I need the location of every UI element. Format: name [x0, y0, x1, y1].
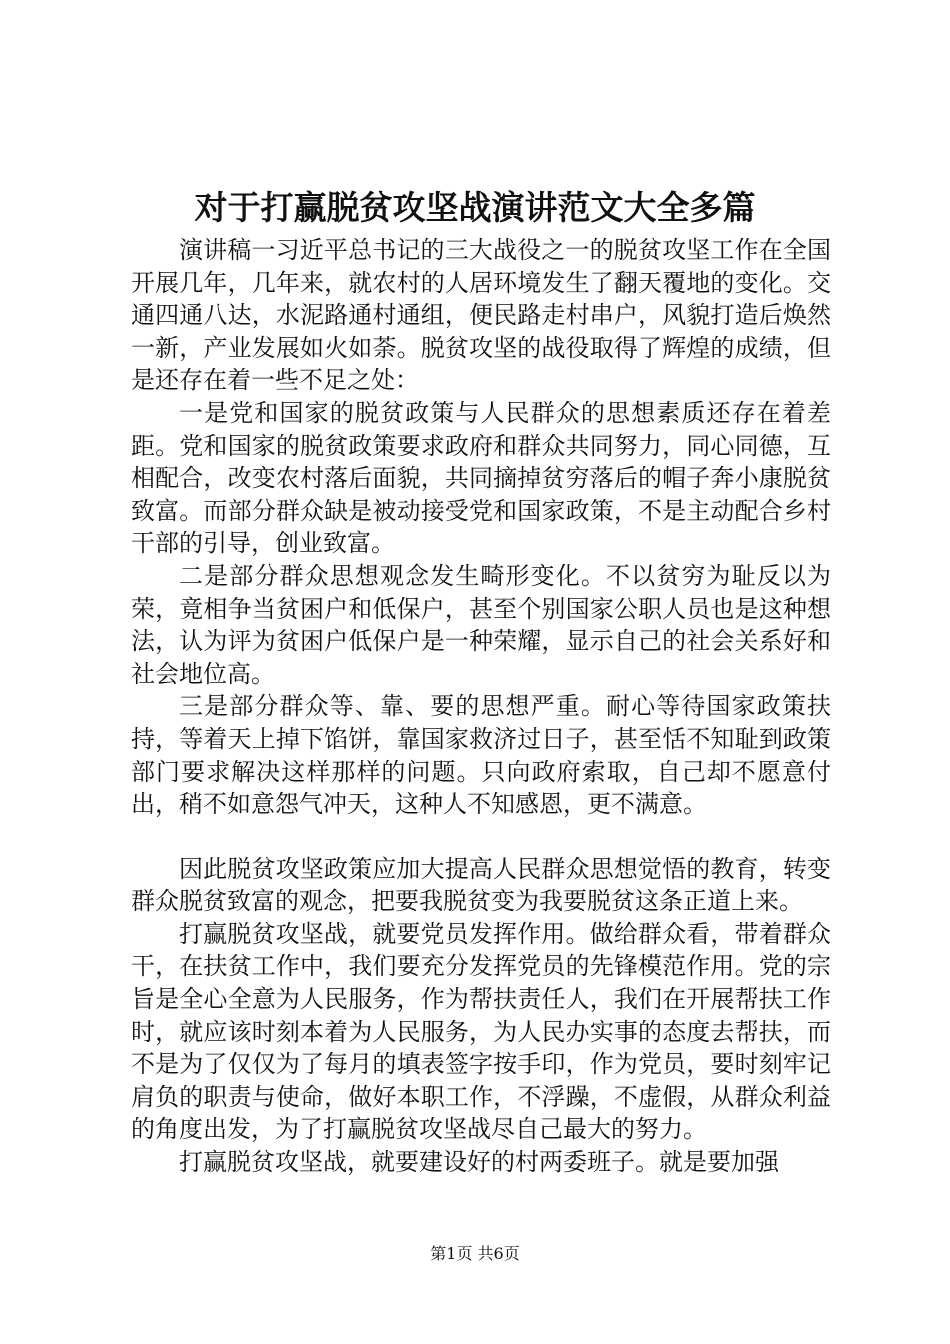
paragraph-conclusion: 因此脱贫攻坚政策应加大提高人民群众思想觉悟的教育，转变群众脱贫致富的观念，把要我脱贫变为我要脱贫这条正道上来。: [131, 854, 831, 916]
page-number-footer: 第1页 共6页: [430, 1244, 520, 1263]
document-body: [131, 234, 831, 1179]
page-title: 对于打赢脱贫攻坚战演讲范文大全多篇: [194, 188, 756, 227]
paragraph-party-members: 打赢脱贫攻坚战，就要党员发挥作用。做给群众看，带着群众干，在扶贫工作中，我们要充分发挥党员的先锋模范作用。党的宗旨是全心全意为人民服务，作为帮扶责任人，我们在开展帮扶工作时，就应该时刻本着为人民服务，为人民办实事的态度去帮扶，而不是为了仅仅为了每月的填表签字按手印，作为党员，要时刻牢记肩负的职责与使命，做好本职工作，不浮躁，不虚假，从群众利益的角度出发，为了打赢脱贫攻坚战尽自己最大的努力。: [131, 919, 831, 1144]
paragraph-point-three: 三是部分群众等、靠、要的思想严重。耐心等待国家政策扶持，等着天上掉下馅饼，靠国家救济过日子，甚至恬不知耻到政策部门要求解决这样那样的问题。只向政府索取，自己却不愿意付出，稍不如意怨气冲天，这种人不知感恩，更不满意。: [131, 692, 831, 819]
paragraph-village-committee: 打赢脱贫攻坚战，就要建设好的村两委班子。就是要加强: [179, 1148, 779, 1177]
paragraph-intro: 演讲稿一习近平总书记的三大战役之一的脱贫攻坚工作在全国开展几年，几年来，就农村的人居环境发生了翻天覆地的变化。交通四通八达，水泥路通村通组，便民路走村串户，风貌打造后焕然一新，产业发展如火如荼。脱贫攻坚的战役取得了辉煌的成绩，但是还存在着一些不足之处：: [131, 236, 831, 395]
paragraph-point-two: 二是部分群众思想观念发生畸形变化。不以贫穷为耻反以为荣，竟相争当贫困户和低保户，甚至个别国家公职人员也是这种想法，认为评为贫困户低保户是一种荣耀，显示自己的社会关系好和社会地位高。: [131, 561, 831, 688]
paragraph-point-one: 一是党和国家的脱贫政策与人民群众的思想素质还存在着差距。党和国家的脱贫政策要求政府和群众共同努力，同心同德，互相配合，改变农村落后面貌，共同摘掉贫穷落后的帽子奔小康脱贫致富。而部分群众缺是被动接受党和国家政策，不是主动配合乡村干部的引导，创业致富。: [131, 398, 831, 558]
